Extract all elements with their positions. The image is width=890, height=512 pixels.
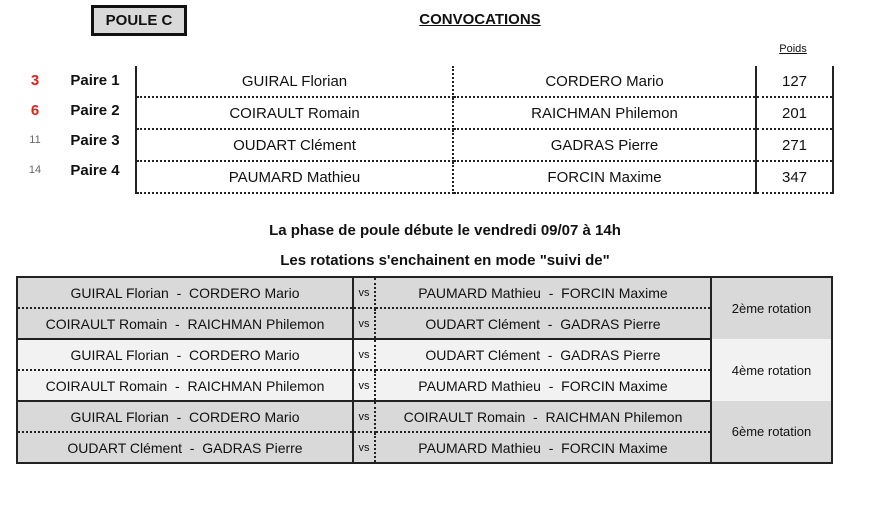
match-right-pair: PAUMARD Mathieu - FORCIN Maxime bbox=[375, 370, 711, 401]
match-left-pair: GUIRAL Florian - CORDERO Mario bbox=[17, 277, 353, 308]
match-left-pair: COIRAULT Romain - RAICHMAN Philemon bbox=[17, 370, 353, 401]
rotation-label: 2ème rotation bbox=[711, 277, 832, 339]
vs-label: vs bbox=[353, 308, 375, 339]
rotation-note: Les rotations s'enchainent en mode "suivi de" bbox=[280, 252, 610, 269]
player-2-cell: RAICHMAN Philemon bbox=[453, 97, 756, 129]
table-row bbox=[136, 129, 833, 161]
seed-number: 14 bbox=[28, 164, 42, 176]
player-2-cell: CORDERO Mario bbox=[453, 66, 756, 97]
page-title: CONVOCATIONS bbox=[419, 11, 541, 28]
pair-label: Paire 3 bbox=[70, 132, 120, 149]
table-row bbox=[17, 432, 832, 463]
vs-label: vs bbox=[353, 432, 375, 463]
vs-label: vs bbox=[353, 401, 375, 432]
seed-number: 6 bbox=[30, 102, 40, 119]
convocations-table bbox=[135, 66, 834, 194]
vs-label: vs bbox=[353, 277, 375, 308]
rotation-label: 4ème rotation bbox=[711, 339, 832, 401]
vs-label: vs bbox=[353, 370, 375, 401]
match-left-pair: COIRAULT Romain - RAICHMAN Philemon bbox=[17, 308, 353, 339]
player-2-cell: GADRAS Pierre bbox=[453, 129, 756, 161]
pair-label: Paire 2 bbox=[70, 102, 120, 119]
player-1-cell: COIRAULT Romain bbox=[136, 97, 453, 129]
poids-column-header: Poids bbox=[779, 43, 807, 55]
table-row bbox=[17, 277, 832, 308]
match-left-pair: OUDART Clément - GADRAS Pierre bbox=[17, 432, 353, 463]
schedule-note: La phase de poule débute le vendredi 09/07 à 14h bbox=[269, 222, 621, 239]
seed-number: 11 bbox=[29, 134, 41, 146]
player-1-cell: PAUMARD Mathieu bbox=[136, 161, 453, 193]
table-row bbox=[17, 339, 832, 370]
table-row bbox=[136, 66, 833, 97]
match-right-pair: OUDART Clément - GADRAS Pierre bbox=[375, 308, 711, 339]
poids-cell: 127 bbox=[756, 66, 833, 97]
pair-label: Paire 1 bbox=[70, 72, 120, 89]
match-right-pair: PAUMARD Mathieu - FORCIN Maxime bbox=[375, 432, 711, 463]
poids-cell: 201 bbox=[756, 97, 833, 129]
match-right-pair: COIRAULT Romain - RAICHMAN Philemon bbox=[375, 401, 711, 432]
match-left-pair: GUIRAL Florian - CORDERO Mario bbox=[17, 339, 353, 370]
player-1-cell: OUDART Clément bbox=[136, 129, 453, 161]
table-row bbox=[136, 161, 833, 193]
match-right-pair: PAUMARD Mathieu - FORCIN Maxime bbox=[375, 277, 711, 308]
table-row bbox=[136, 97, 833, 129]
poids-cell: 271 bbox=[756, 129, 833, 161]
rotation-label: 6ème rotation bbox=[711, 401, 832, 463]
seed-number: 3 bbox=[30, 72, 40, 89]
rotations-table bbox=[16, 276, 833, 464]
table-row bbox=[17, 401, 832, 432]
poids-cell: 347 bbox=[756, 161, 833, 193]
table-row bbox=[17, 308, 832, 339]
table-row bbox=[17, 370, 832, 401]
player-2-cell: FORCIN Maxime bbox=[453, 161, 756, 193]
match-right-pair: OUDART Clément - GADRAS Pierre bbox=[375, 339, 711, 370]
pair-label: Paire 4 bbox=[70, 162, 120, 179]
match-left-pair: GUIRAL Florian - CORDERO Mario bbox=[17, 401, 353, 432]
player-1-cell: GUIRAL Florian bbox=[136, 66, 453, 97]
vs-label: vs bbox=[353, 339, 375, 370]
poule-label: POULE C bbox=[91, 5, 187, 36]
